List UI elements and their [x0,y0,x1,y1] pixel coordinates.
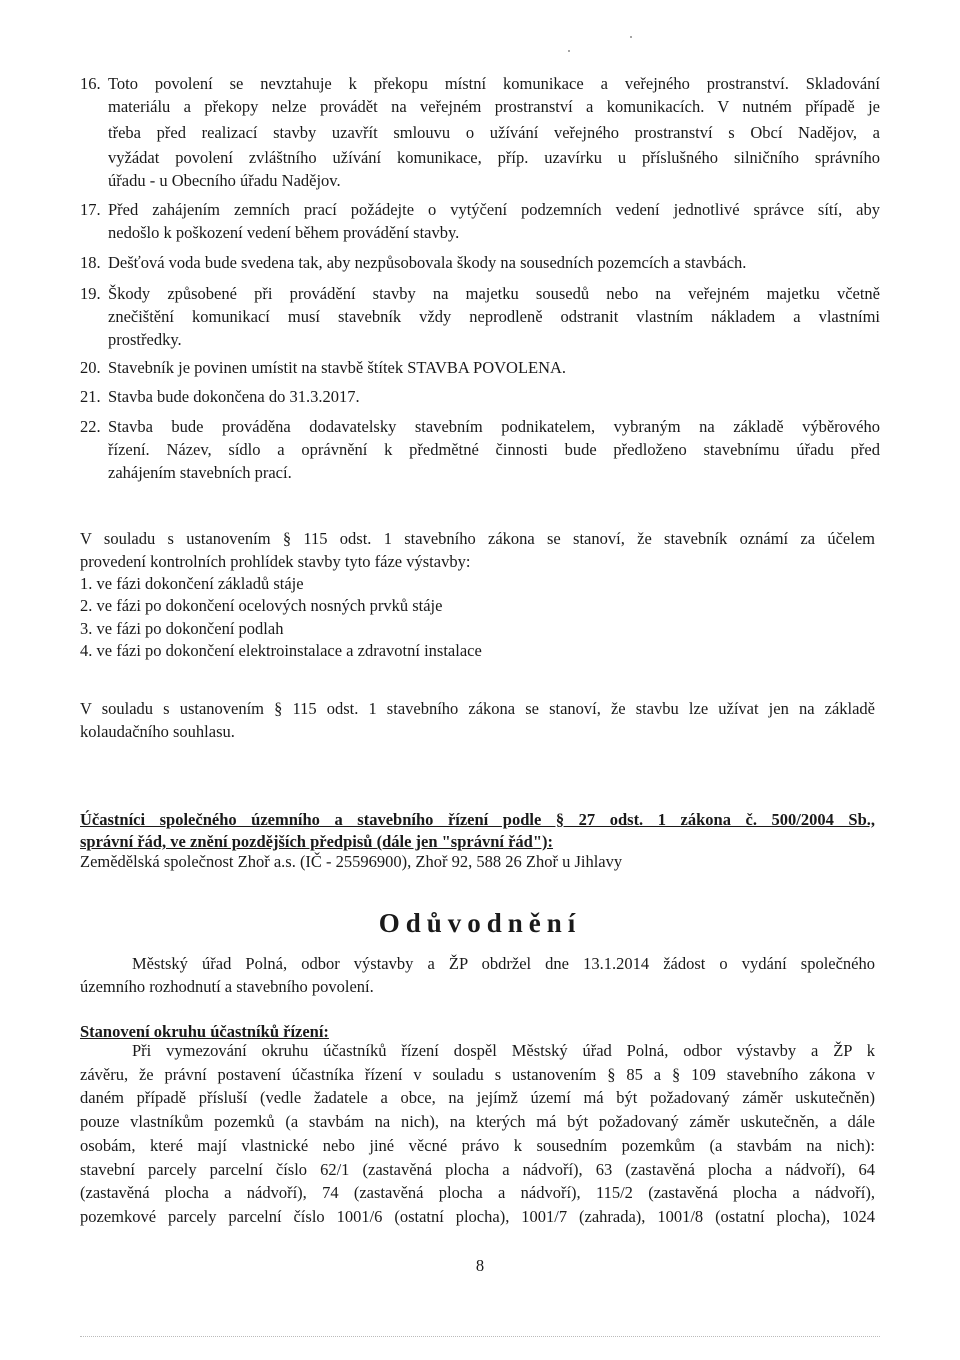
item-number: 20. [80,358,101,377]
inspection-phase: 2. ve fázi po dokončení ocelových nosných prvků stáje [80,596,443,615]
item-22-line: zahájením stavebních prací. [108,463,292,482]
scan-edge-line [80,1336,880,1337]
inspection-phase: 3. ve fázi po dokončení podlah [80,619,284,638]
inspection-intro-line: provedení kontrolních prohlídek stavby tyto fáze výstavby: [80,552,471,571]
item-number: 22. [80,417,101,436]
reasoning-para-line: daném případě přísluší (vedle žadatele a obce, na jejímž území má být požadovaný záměr uskutečněn) [80,1088,875,1107]
reasoning-subheading: Stanovení okruhu účastníků řízení: [80,1022,329,1041]
item-16-line: úřadu - u Obecního úřadu Nadějov. [108,171,341,190]
usage-line: kolaudačního souhlasu. [80,722,235,741]
item-18-line: Dešťová voda bude svedena tak, aby nezpůsobovala škody na sousedních pozemcích a stavbách. [108,253,747,272]
page-number: 8 [475,1256,485,1275]
reasoning-para-line: (zastavěná plocha a nádvoří), 74 (zastavěná plocha a nádvoří), 115/2 (zastavěná plocha a nádvoří), [80,1183,875,1202]
participants-heading: Účastníci společného územního a stavebního řízení podle § 27 odst. 1 zákona č. 500/2004 Sb., [80,810,875,829]
item-16-line: vyžádat povolení zvláštního užívání komunikace, příp. uzavírku u příslušného silničního správního [108,148,880,167]
inspection-phase: 4. ve fázi po dokončení elektroinstalace a zdravotní instalace [80,641,482,660]
reasoning-para-line: stavební parcely parcelní číslo 62/1 (zastavěná plocha a nádvoří), 63 (zastavěná plocha a nádvoří), 64 [80,1160,875,1179]
usage-line: V souladu s ustanovením § 115 odst. 1 stavebního zákona se stanoví, že stavbu lze užívat jen na základě [80,699,875,718]
reasoning-para-line: Při vymezování okruhu účastníků řízení dospěl Městský úřad Polná, odbor výstavby a ŽP k [132,1041,875,1060]
item-19-line: Škody způsobené při provádění stavby na majetku sousedů nebo na veřejném majetku včetně [108,284,880,303]
item-16-line: Toto povolení se nevztahuje k překopu místní komunikace a veřejného prostranství. Skladování [108,74,880,93]
item-17-line: Před zahájením zemních prací požádejte o vytýčení podzemních vedení jednotlivé správce sítí, aby [108,200,880,219]
item-16-line: materiálu a překopy nelze provádět na veřejném prostranství a komunikacích. V nutném případě je [108,97,880,116]
item-17-line: nedošlo k poškození vedení během provádění stavby. [108,223,460,242]
inspection-intro-line: V souladu s ustanovením § 115 odst. 1 stavebního zákona se stanoví, že stavebník oznámí za účelem [80,529,875,548]
scan-speck [568,50,570,52]
reasoning-intro-line: územního rozhodnutí a stavebního povolení. [80,977,374,996]
item-22-line: Stavba bude prováděna dodavatelsky stavebním podnikatelem, vybraným na základě výběrového [108,417,880,436]
reasoning-para-line: pouze vlastníkům pozemků (a stavbám na nich), na kterých má být požadovaný záměr uskutečněn, a dále [80,1112,875,1131]
item-19-line: prostředky. [108,330,182,349]
item-21-line: Stavba bude dokončena do 31.3.2017. [108,387,360,406]
participant-entry: Zemědělská společnost Zhoř a.s. (IČ - 25596900), Zhoř 92, 588 26 Zhoř u Jihlavy [80,852,623,871]
participants-heading: správní řád, ve znění pozdějších předpisů (dále jen "správní řád"): [80,832,554,851]
inspection-phase: 1. ve fázi dokončení základů stáje [80,574,304,593]
reasoning-para-line: osobám, které mají vlastnické nebo jiné věcné právo k sousedním pozemkům (a stavbám na nich): [80,1136,875,1155]
section-title: Odůvodnění [378,908,582,938]
reasoning-para-line: závěru, že právní postavení účastníka řízení v souladu s ustanovením § 85 a § 109 stavebního zákona v [80,1065,875,1084]
reasoning-para-line: pozemkové parcely parcelní číslo 1001/6 (ostatní plocha), 1001/7 (zahrada), 1001/8 (ostatní plocha), 1024 [80,1207,875,1226]
item-number: 17. [80,200,101,219]
item-number: 19. [80,284,101,303]
item-20-line: Stavebník je povinen umístit na stavbě štítek STAVBA POVOLENA. [108,358,567,377]
scan-speck [630,36,632,38]
item-number: 18. [80,253,101,272]
reasoning-intro-line: Městský úřad Polná, odbor výstavby a ŽP obdržel dne 13.1.2014 žádost o vydání společného [132,954,875,973]
item-22-line: řízení. Název, sídlo a oprávnění k předmětné činnosti bude předloženo stavebnímu úřadu před [108,440,880,459]
item-number: 16. [80,74,101,93]
item-16-line: třeba před realizací stavby uzavřít smlouvu o užívání veřejného prostranství s Obcí Nadějov, a [108,123,880,142]
item-19-line: znečištění komunikací musí stavebník vždy neprodleně odstranit vlastním nákladem a vlastními [108,307,880,326]
item-number: 21. [80,387,101,406]
